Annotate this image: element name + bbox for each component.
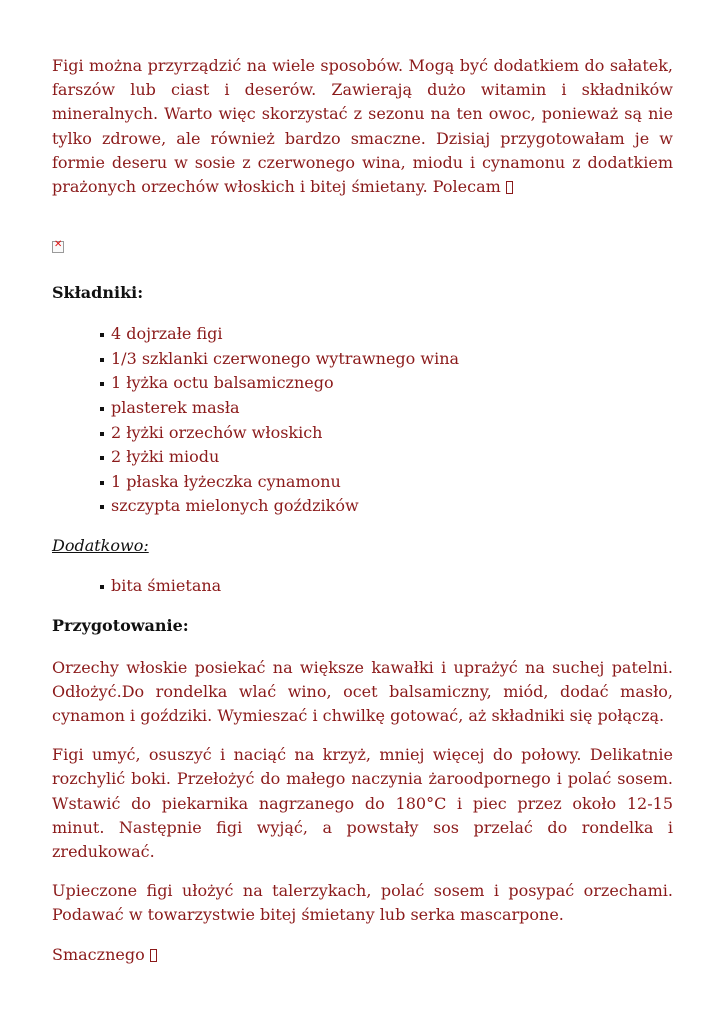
intro-paragraph: Figi można przyrządzić na wiele sposobów. Mogą być dodatkiem do sałatek, farszów lub ciast i deserów. Zawierają dużo witamin i składników mineralnych. Warto więc skorzystać z sezonu na ten owoc, ponieważ są nie tylko zdrowe, ale również bardzo smaczne. Dzisiaj przygotowałam je w formie deseru w sosie z czerwonego wina, miodu i cynamonu z dodatkiem prażonych orzechów włoskich i bitej śmietany. Polecam — [52, 56, 673, 197]
list-item: bita śmietana — [99, 574, 673, 599]
ingredients-heading: Składniki: — [52, 283, 144, 303]
extras-list — [52, 574, 673, 599]
extras-heading: Dodatkowo: — [52, 535, 149, 555]
closing-text: Smacznego — [52, 943, 673, 967]
recipe-article — [52, 54, 673, 967]
list-item: 1 łyżka octu balsamicznego — [99, 371, 673, 396]
list-item: szczypta mielonych goździków — [99, 494, 673, 519]
preparation-heading: Przygotowanie: — [52, 615, 189, 635]
ingredients-list — [52, 322, 673, 519]
emoji-placeholder-icon — [150, 949, 157, 962]
list-item: 1 płaska łyżeczka cynamonu — [99, 470, 673, 495]
list-item: 2 łyżki orzechów włoskich — [99, 421, 673, 446]
list-item: 1/3 szklanki czerwonego wytrawnego wina — [99, 347, 673, 372]
emoji-placeholder-icon — [506, 181, 513, 194]
step-paragraph: Figi umyć, osuszyć i naciąć na krzyż, mniej więcej do połowy. Delikatnie rozchylić boki. Przełożyć do małego naczynia żaroodpornego i polać sosem. Wstawić do piekarnika nagrzanego do 180°C i piec przez około 12-15 minut. Następnie figi wyjąć, a powstały sos przelać do rondelka i zredukować. — [52, 745, 673, 861]
list-item: 4 dojrzałe figi — [99, 322, 673, 347]
broken-image-icon[interactable] — [52, 241, 64, 253]
list-item: plasterek masła — [99, 396, 673, 421]
list-item: 2 łyżki miodu — [99, 445, 673, 470]
step-paragraph: Upieczone figi ułożyć na talerzykach, polać sosem i posypać orzechami. Podawać w towarzystwie bitej śmietany lub serka mascarpone. — [52, 881, 673, 925]
step-paragraph: Orzechy włoskie posiekać na większe kawałki i uprażyć na suchej patelni. Odłożyć.Do rondelka wlać wino, ocet balsamiczny, miód, dodać masło, cynamon i goździki. Wymieszać i chwilkę gotować, aż składniki się połączą. — [52, 657, 673, 725]
